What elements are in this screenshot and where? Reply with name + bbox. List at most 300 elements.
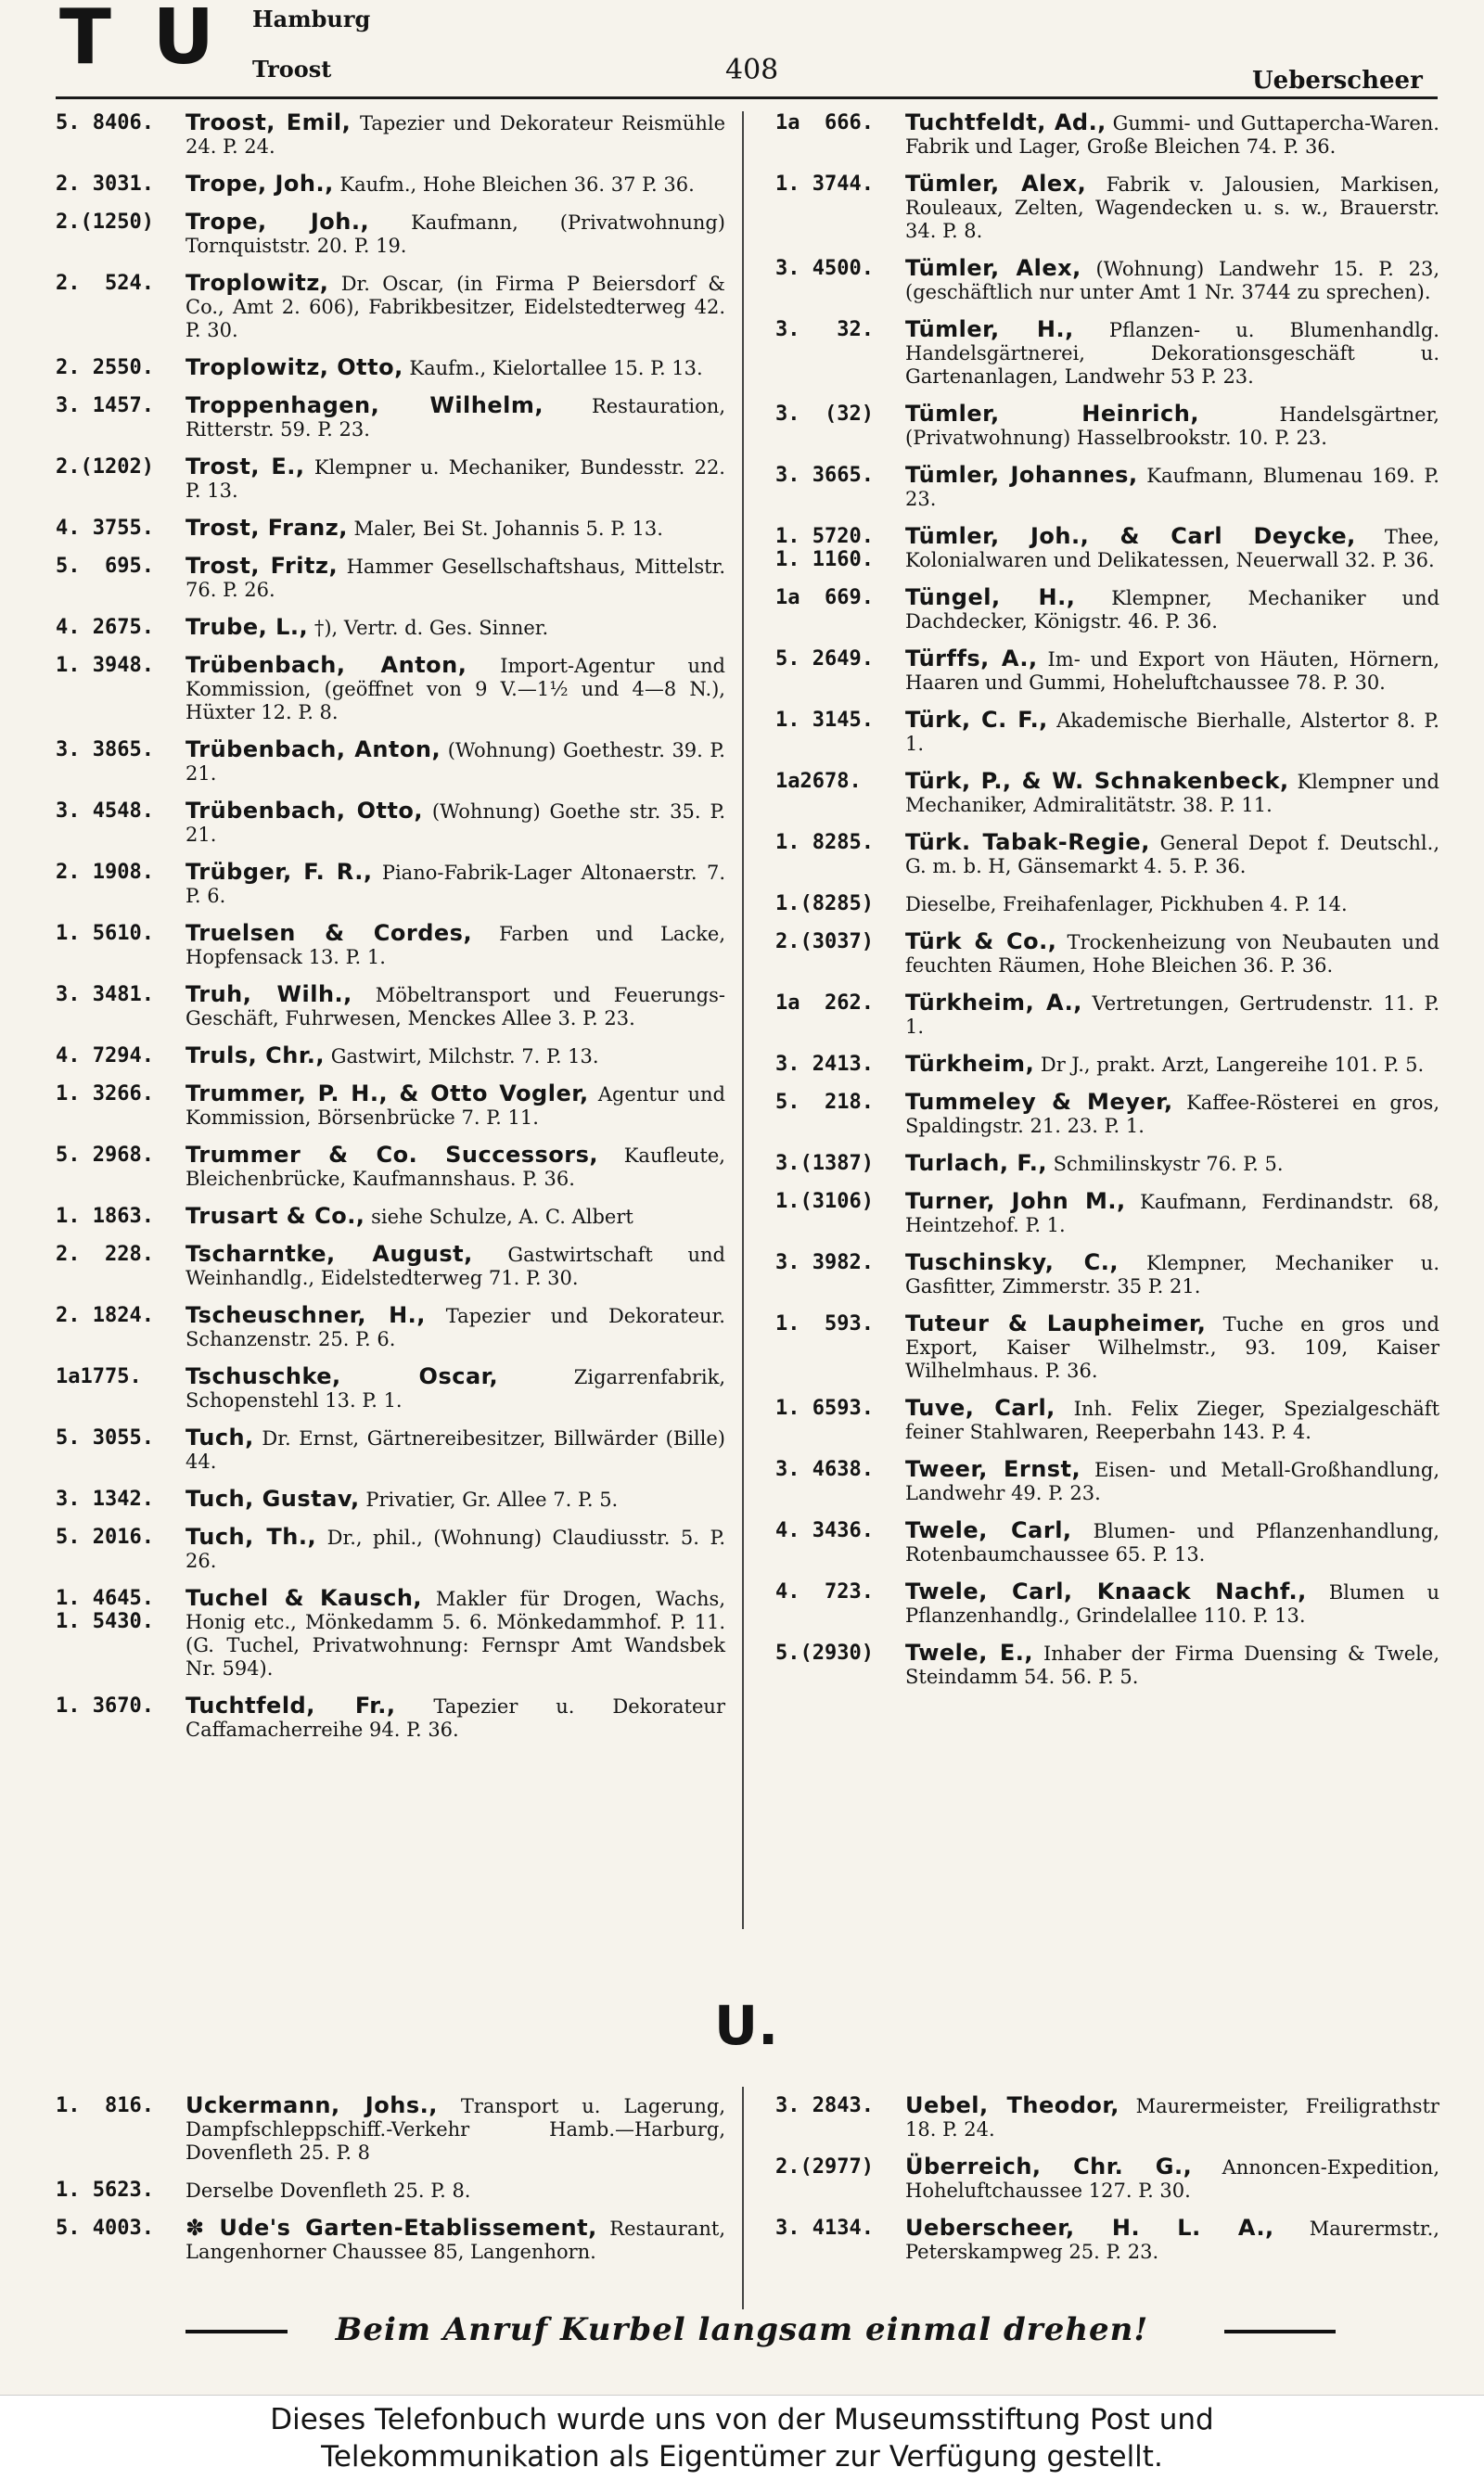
entry-detail: Maurermeister, Freiligrathstr 18. P. 24. <box>905 2095 1439 2141</box>
directory-entry <box>775 111 1439 159</box>
entry-text <box>186 455 725 503</box>
directory-entry <box>56 1082 725 1130</box>
directory-entry <box>775 770 1439 817</box>
entry-detail: Inhaber der Firma Duensing & Twele, Steindamm 54. 56. P. 5. <box>905 1643 1439 1688</box>
entry-name: Tuve, Carl, <box>905 1395 1055 1421</box>
entry-name: Tscharntke, August, <box>186 1241 473 1267</box>
directory-entry <box>775 2155 1439 2203</box>
entry-text <box>905 318 1439 389</box>
directory-entry <box>56 394 725 441</box>
entry-text <box>905 1642 1439 1689</box>
footer-notice <box>0 2304 1484 2359</box>
entry-text <box>186 1304 725 1351</box>
entry-text <box>905 2155 1439 2203</box>
entry-name: Türffs, A., <box>905 646 1038 671</box>
phone-number: 1a 669. <box>775 586 874 609</box>
entry-detail: General Depot f. Deutschl., G. m. b. H, Gänsemarkt 4. 5. P. 36. <box>905 832 1439 877</box>
entry-detail: Maler, Bei St. Johannis 5. P. 13. <box>353 518 663 540</box>
phone-number: 2. 1824. <box>56 1304 154 1327</box>
entry-text <box>186 394 725 441</box>
directory-entry <box>56 1243 725 1290</box>
entry-detail: Kaufm., Hohe Bleichen 36. 37 P. 36. <box>339 173 695 196</box>
u-right-column <box>775 2094 1439 2278</box>
directory-entry <box>775 257 1439 304</box>
entry-text <box>905 991 1439 1039</box>
directory-entry <box>775 173 1439 243</box>
entry-detail: Maurermstr., Peterskampweg 25. P. 23. <box>905 2218 1439 2263</box>
directory-entry <box>56 1205 725 1229</box>
phone-number: 3. 3865. <box>56 738 154 761</box>
directory-entry <box>56 799 725 847</box>
entry-text <box>905 1397 1439 1444</box>
entry-text <box>905 2094 1439 2141</box>
directory-entry <box>56 517 725 541</box>
entry-text <box>905 1312 1439 1383</box>
phone-number: 5. 2968. <box>56 1144 154 1167</box>
entry-text <box>905 1152 1439 1176</box>
directory-entry <box>775 464 1439 511</box>
entry-name: Trube, L., <box>186 614 309 640</box>
footer-bar-left <box>186 2330 288 2333</box>
entry-name: Trübenbach, Otto, <box>186 798 424 824</box>
entry-detail: Blumen u Pflanzenhandlg., Grindelallee 110. P. 13. <box>905 1581 1439 1627</box>
phone-number: 5. 2649. <box>775 647 874 671</box>
phone-number: 1. 5623. <box>56 2179 154 2202</box>
directory-entry <box>775 1312 1439 1383</box>
directory-entry <box>56 1488 725 1512</box>
entry-detail: Kaufmann, Ferdinandstr. 68, Heintzehof. P. 1. <box>905 1191 1439 1236</box>
phone-number: 1. 3744. <box>775 173 874 196</box>
phone-number: 4. 723. <box>775 1580 874 1604</box>
phone-number: 3. 32. <box>775 318 874 341</box>
entry-detail: Gastwirt, Milchstr. 7. P. 13. <box>330 1045 599 1067</box>
phone-number: 2. 3031. <box>56 173 154 196</box>
phone-number: 3. 3665. <box>775 464 874 487</box>
entry-detail: Klempner und Mechaniker, Admiralitätstr. 38. P. 11. <box>905 771 1439 816</box>
phone-number: 3. 4548. <box>56 799 154 823</box>
phone-number: 5.(2930) <box>775 1642 874 1665</box>
entry-text <box>186 1488 725 1512</box>
entry-name: Türkheim, A., <box>905 990 1082 1016</box>
entry-text <box>905 892 1439 916</box>
entry-detail: Trockenheizung von Neubauten und feuchten Räumen, Hohe Bleichen 36. P. 36. <box>905 931 1439 977</box>
entry-name: Trope, Joh., <box>186 171 334 197</box>
phone-number: 1. 593. <box>775 1312 874 1336</box>
entry-text <box>905 464 1439 511</box>
entry-text <box>905 1053 1439 1077</box>
phone-number: 4. 3436. <box>775 1519 874 1542</box>
first-entry-guide: Troost <box>252 56 332 83</box>
entry-detail: Makler für Drogen, Wachs, Honig etc., Mönkedamm 5. 6. Mönkedammhof. P. 11. (G. Tuchel, Privatwohnung: Fernspr Amt Wandsbek Nr. 594). <box>186 1588 725 1680</box>
directory-entry <box>775 2094 1439 2141</box>
entry-text <box>905 1458 1439 1505</box>
header-rule <box>56 96 1438 99</box>
credit-line-2: Telekommunikation als Eigentümer zur Verfügung gestellt. <box>321 2440 1163 2474</box>
entry-detail: Gastwirtschaft und Weinhandlg., Eidelstedterweg 71. P. 30. <box>186 1244 725 1289</box>
entry-text <box>905 709 1439 756</box>
phone-number: 4. 7294. <box>56 1044 154 1067</box>
directory-entry <box>775 892 1439 916</box>
directory-entry <box>775 1251 1439 1298</box>
entry-detail: Blumen- und Pflanzenhandlung, Rotenbaumchaussee 65. P. 13. <box>905 1520 1439 1566</box>
directory-entry <box>775 930 1439 978</box>
entry-name: Trummer, P. H., & Otto Vogler, <box>186 1080 589 1106</box>
entry-text <box>186 1365 725 1413</box>
directory-entry <box>775 1519 1439 1566</box>
entry-detail: Piano-Fabrik-Lager Altonaerstr. 7. P. 6. <box>186 862 726 907</box>
phone-number: 1.(8285) <box>775 892 874 915</box>
directory-entry <box>56 211 725 258</box>
entry-detail: Kaufmann, (Privatwohnung) Tornquiststr. 20. P. 19. <box>186 211 725 257</box>
directory-entry <box>56 2217 725 2264</box>
page-header <box>0 0 1484 102</box>
entry-text <box>186 2094 725 2165</box>
entry-detail: Thee, Kolonialwaren und Delikatessen, Neuerwall 32. P. 36. <box>905 526 1439 571</box>
entry-detail: Kaufleute, Bleichenbrücke, Kaufmannshaus. P. 36. <box>186 1144 725 1190</box>
left-column <box>56 111 725 1756</box>
phone-number: 1a2678. <box>775 770 862 793</box>
entry-name: Tuchtfeldt, Ad., <box>905 109 1107 135</box>
entry-detail: †), Vertr. d. Ges. Sinner. <box>313 617 549 639</box>
entry-detail: Transport u. Lagerung, Dampfschleppschiff.-Verkehr Hamb.—Harburg, Dovenfleth 25. P. 8 <box>186 2095 726 2164</box>
phone-number: 5. 2016. <box>56 1526 154 1549</box>
entry-text <box>186 1144 725 1191</box>
entry-text <box>186 1243 725 1290</box>
phone-number: 3. 2843. <box>775 2094 874 2117</box>
entry-detail: Im- und Export von Häuten, Hörnern, Haaren und Gummi, Hoheluftchaussee 78. P. 30. <box>905 648 1439 694</box>
entry-name: Tuchtfeld, Fr., <box>186 1693 396 1719</box>
entry-text <box>905 173 1439 243</box>
directory-entry <box>56 654 725 724</box>
phone-number: 1. 6593. <box>775 1397 874 1420</box>
right-column <box>775 111 1439 1703</box>
directory-entry <box>56 1144 725 1191</box>
entry-detail: Klempner, Mechaniker und Dachdecker, Königstr. 46. P. 36. <box>905 587 1440 633</box>
entry-text <box>186 111 725 159</box>
entry-name: Trübger, F. R., <box>186 859 373 885</box>
directory-entry <box>56 1304 725 1351</box>
entry-name: Tuchel & Kausch, <box>186 1585 423 1611</box>
entry-detail: siehe Schulze, A. C. Albert <box>371 1206 633 1228</box>
directory-entry <box>775 1053 1439 1077</box>
entry-detail: Restauration, Ritterstr. 59. P. 23. <box>186 395 725 441</box>
entry-name: Troplowitz, Otto, <box>186 354 403 380</box>
phone-number: 1a 666. <box>775 111 874 134</box>
entry-text <box>186 861 725 908</box>
directory-entry <box>56 1694 725 1742</box>
entry-text <box>186 1426 725 1474</box>
entry-detail: Handelsgärtner, (Privatwohnung) Hasselbrookstr. 10. P. 23. <box>905 403 1439 449</box>
entry-text <box>186 2179 725 2203</box>
directory-entry <box>775 1091 1439 1138</box>
entry-name: Trope, Joh., <box>186 209 370 235</box>
entry-name: Tuch, Gustav, <box>186 1486 360 1512</box>
page-number: 408 <box>725 54 779 86</box>
phone-number: 1.(3106) <box>775 1190 874 1213</box>
entry-name: Türkheim, <box>905 1051 1035 1077</box>
directory-entry <box>56 861 725 908</box>
entry-text <box>186 555 725 602</box>
entry-detail: (Wohnung) Goethe str. 35. P. 21. <box>186 800 725 846</box>
directory-entry <box>775 1458 1439 1505</box>
entry-name: Türk, P., & W. Schnakenbeck, <box>905 768 1289 794</box>
entry-name: Tümler, Joh., & Carl Deycke, <box>905 523 1356 549</box>
entry-name: Tweer, Ernst, <box>905 1456 1081 1482</box>
entry-name: Ueberscheer, H. L. A., <box>905 2215 1274 2241</box>
phone-number: 3. 4500. <box>775 257 874 280</box>
phone-number: 2. 1908. <box>56 861 154 884</box>
phone-number: 4. 3755. <box>56 517 154 540</box>
entry-name: Trübenbach, Anton, <box>186 736 441 762</box>
phone-number: 1a1775. <box>56 1365 142 1388</box>
entry-text <box>186 517 725 541</box>
directory-entry <box>775 647 1439 695</box>
phone-number: 3. (32) <box>775 403 874 426</box>
entry-text <box>905 1091 1439 1138</box>
entry-text <box>905 1519 1439 1566</box>
directory-entry <box>775 403 1439 450</box>
entry-name: Tüngel, H., <box>905 584 1076 610</box>
phone-number: 3. 4134. <box>775 2217 874 2240</box>
entry-text <box>186 1694 725 1742</box>
entry-detail: Kaufmann, Blumenau 169. P. 23. <box>905 465 1439 510</box>
entry-detail: Akademische Bierhalle, Alstertor 8. P. 1. <box>905 709 1439 755</box>
phone-number: 2.(1202) <box>56 455 154 479</box>
phone-number: 4. 2675. <box>56 616 154 639</box>
phone-number: 1. 3670. <box>56 1694 154 1718</box>
entry-text <box>905 2217 1439 2264</box>
directory-entry <box>775 1152 1439 1176</box>
entry-name: Überreich, Chr. G., <box>905 2154 1193 2180</box>
entry-name: Truelsen & Cordes, <box>186 920 473 946</box>
phone-number: 3. 3982. <box>775 1251 874 1274</box>
footer-bar-right <box>1224 2330 1336 2333</box>
directory-entry <box>56 983 725 1030</box>
entry-text <box>186 356 725 380</box>
directory-entry <box>56 1587 725 1681</box>
entry-detail: Tuche en gros und Export, Kaiser Wilhelmstr., 93. 109, Kaiser Wilhelmhaus. P. 36. <box>905 1313 1439 1382</box>
entry-name: Trost, Fritz, <box>186 553 339 579</box>
entry-detail: Tapezier und Dekorateur. Schanzenstr. 25. P. 6. <box>186 1305 725 1350</box>
directory-entry <box>775 586 1439 633</box>
last-entry-guide: Ueberscheer <box>1252 67 1423 95</box>
entry-detail: Dieselbe, Freihafenlager, Pickhuben 4. P. 14. <box>905 893 1348 915</box>
entry-text <box>186 1082 725 1130</box>
entry-detail: Tapezier und Dekorateur Reismühle 24. P. 24. <box>186 112 725 158</box>
directory-entry <box>775 1190 1439 1237</box>
entry-detail: Dr J., prakt. Arzt, Langereihe 101. P. 5. <box>1040 1054 1425 1076</box>
phone-number: 5. 3055. <box>56 1426 154 1450</box>
directory-entry <box>775 831 1439 878</box>
entry-name: Troplowitz, <box>186 270 329 296</box>
phone-number: 1a 262. <box>775 991 874 1015</box>
phone-number: 3.(1387) <box>775 1152 874 1175</box>
entry-name: Tummeley & Meyer, <box>905 1089 1173 1115</box>
entry-text <box>186 983 725 1030</box>
entry-text <box>186 738 725 786</box>
entry-detail: Annoncen-Expedition, Hoheluftchaussee 127. P. 30. <box>905 2156 1439 2202</box>
column-divider <box>742 111 744 1929</box>
city-name: Hamburg <box>252 6 371 32</box>
directory-entry <box>56 455 725 503</box>
entry-name: Türk. Tabak-Regie, <box>905 829 1150 855</box>
phone-number: 5. 218. <box>775 1091 874 1114</box>
phone-number: 1. 3266. <box>56 1082 154 1106</box>
entry-text <box>905 1251 1439 1298</box>
entry-name: Twele, E., <box>905 1640 1034 1666</box>
phone-number: 2.(1250) <box>56 211 154 234</box>
directory-entry <box>775 2217 1439 2264</box>
entry-detail: Pflanzen- u. Blumenhandlg. Handelsgärtnerei, Dekorationsgeschäft u. Gartenanlagen, Landwehr 53 P. 23. <box>905 319 1439 388</box>
entry-name: Türk & Co., <box>905 928 1057 954</box>
entry-text <box>905 525 1439 572</box>
phone-number: 2.(3037) <box>775 930 874 953</box>
phone-number: 1. 8285. <box>775 831 874 854</box>
entry-text <box>905 1190 1439 1237</box>
entry-detail: Möbeltransport und Feuerungs-Geschäft, Fuhrwesen, Menckes Allee 3. P. 23. <box>186 984 725 1029</box>
entry-name: Tuteur & Laupheimer, <box>905 1310 1207 1336</box>
entry-text <box>905 403 1439 450</box>
phone-number: 3. 1342. <box>56 1488 154 1511</box>
entry-text <box>905 831 1439 878</box>
directory-entry <box>56 738 725 786</box>
phone-number: 1. 3948. <box>56 654 154 677</box>
phone-number: 1. 816. <box>56 2094 154 2117</box>
entry-name: Tuch, Th., <box>186 1524 317 1550</box>
phone-number: 5. 695. <box>56 555 154 578</box>
phone-number: 1. 5720. 1. 1160. <box>775 525 874 571</box>
entry-detail: Inh. Felix Zieger, Spezialgeschäft feiner Stahlwaren, Reeperbahn 143. P. 4. <box>905 1398 1440 1443</box>
phone-number: 3. 4638. <box>775 1458 874 1481</box>
entry-name: Tümler, H., <box>905 316 1074 342</box>
entry-name: Tscheuschner, H., <box>186 1302 426 1328</box>
entry-detail: Import-Agentur und Kommission, (geöffnet von 9 V.—1½ und 4—8 N.), Hüxter 12. P. 8. <box>186 655 725 723</box>
phone-number: 1. 5610. <box>56 922 154 945</box>
directory-entry <box>775 1642 1439 1689</box>
entry-detail: Eisen- und Metall-Großhandlung, Landwehr 49. P. 23. <box>905 1459 1439 1504</box>
entry-name: ✽ Ude's Garten-Etablissement, <box>186 2215 597 2241</box>
section-heading-u: U. <box>714 1994 779 2057</box>
entry-name: Twele, Carl, Knaack Nachf., <box>905 1579 1307 1604</box>
footer-notice-text: Beim Anruf Kurbel langsam einmal drehen! <box>335 2311 1149 2348</box>
entry-text <box>186 1587 725 1681</box>
entry-name: Truls, Chr., <box>186 1042 325 1068</box>
phone-number: 3. 2413. <box>775 1053 874 1076</box>
entry-text <box>905 257 1439 304</box>
entry-text <box>905 1580 1439 1628</box>
entry-detail: Tapezier u. Dekorateur Caffamacherreihe 94. P. 36. <box>186 1695 725 1741</box>
entry-text <box>905 930 1439 978</box>
directory-entry <box>56 555 725 602</box>
entry-text <box>186 211 725 258</box>
entry-detail: Agentur und Kommission, Börsenbrücke 7. P. 11. <box>186 1083 725 1129</box>
entry-name: Troost, Emil, <box>186 109 352 135</box>
entry-name: Trübenbach, Anton, <box>186 652 467 678</box>
entry-text <box>905 770 1439 817</box>
entry-name: Trost, Franz, <box>186 515 348 541</box>
entry-detail: Privatier, Gr. Allee 7. P. 5. <box>365 1489 619 1511</box>
entry-text <box>905 111 1439 159</box>
entry-text <box>186 173 725 197</box>
entry-detail: Restaurant, Langenhorner Chaussee 85, Langenhorn. <box>186 2218 725 2263</box>
phone-number: 5. 8406. <box>56 111 154 134</box>
u-left-column <box>56 2094 725 2278</box>
phone-number: 2. 2550. <box>56 356 154 379</box>
directory-entry <box>775 1397 1439 1444</box>
entry-name: Trummer & Co. Successors, <box>186 1142 599 1168</box>
entry-detail: Klempner u. Mechaniker, Bundesstr. 22. P. 13. <box>186 456 725 502</box>
entry-text <box>186 1044 725 1068</box>
entry-name: Truh, Wilh., <box>186 981 352 1007</box>
entry-detail: Kaufm., Kielortallee 15. P. 13. <box>409 357 703 379</box>
entry-detail: (Wohnung) Goethestr. 39. P. 21. <box>186 739 725 785</box>
entry-text <box>186 1526 725 1573</box>
phone-number: 3. 3481. <box>56 983 154 1006</box>
directory-entry <box>56 1426 725 1474</box>
phone-number: 1. 1863. <box>56 1205 154 1228</box>
phone-number: 2.(2977) <box>775 2155 874 2179</box>
directory-entry <box>56 272 725 342</box>
directory-entry <box>56 922 725 969</box>
entry-name: Tümler, Alex, <box>905 171 1087 197</box>
entry-name: Uebel, Theodor, <box>905 2092 1119 2118</box>
entry-text <box>186 654 725 724</box>
entry-name: Tschuschke, Oscar, <box>186 1363 499 1389</box>
entry-detail: Gummi- und Guttapercha-Waren. Fabrik und Lager, Große Bleichen 74. P. 36. <box>905 112 1439 158</box>
entry-detail: Dr. Ernst, Gärtnereibesitzer, Billwärder (Bille) 44. <box>186 1427 725 1473</box>
entry-name: Turlach, F., <box>905 1150 1047 1176</box>
entry-name: Twele, Carl, <box>905 1517 1072 1543</box>
entry-name: Trost, E., <box>186 454 305 479</box>
entry-text <box>186 1205 725 1229</box>
phone-number: 2. 228. <box>56 1243 154 1266</box>
directory-entry <box>56 1365 725 1413</box>
column-divider-u <box>742 2087 744 2309</box>
directory-entry <box>775 1580 1439 1628</box>
entry-name: Uckermann, Johs., <box>186 2092 438 2118</box>
directory-entry <box>56 173 725 197</box>
entry-detail: (Wohnung) Landwehr 15. P. 23, (geschäftlich nur unter Amt 1 Nr. 3744 zu sprechen). <box>905 258 1439 303</box>
entry-text <box>905 647 1439 695</box>
entry-detail: Derselbe Dovenfleth 25. P. 8. <box>186 2180 471 2202</box>
phone-number: 1. 3145. <box>775 709 874 732</box>
entry-text <box>186 2217 725 2264</box>
entry-detail: Dr., phil., (Wohnung) Claudiusstr. 5. P. 26. <box>186 1527 725 1572</box>
entry-text <box>186 272 725 342</box>
entry-text <box>905 586 1439 633</box>
entry-text <box>186 922 725 969</box>
entry-detail: Klempner, Mechaniker u. Gasfitter, Zimmerstr. 35 P. 21. <box>905 1252 1439 1298</box>
entry-detail: Vertretungen, Gertrudenstr. 11. P. 1. <box>905 992 1440 1038</box>
entry-name: Tümler, Heinrich, <box>905 401 1199 427</box>
section-letters: T U <box>59 0 223 82</box>
entry-name: Troppenhagen, Wilhelm, <box>186 392 544 418</box>
directory-entry <box>775 709 1439 756</box>
directory-entry <box>56 2179 725 2203</box>
entry-name: Tuschinsky, C., <box>905 1249 1119 1275</box>
phone-number: 1. 4645. 1. 5430. <box>56 1587 154 1633</box>
entry-detail: Fabrik v. Jalousien, Markisen, Rouleaux, Zelten, Wagendecken u. s. w., Brauerstr. 34. P. 8. <box>905 173 1440 242</box>
entry-name: Türk, C. F., <box>905 707 1048 733</box>
directory-entry <box>56 2094 725 2165</box>
entry-detail: Zigarrenfabrik, Schopenstehl 13. P. 1. <box>186 1366 725 1412</box>
directory-entry <box>775 525 1439 572</box>
entry-detail: Hammer Gesellschaftshaus, Mittelstr. 76. P. 26. <box>186 556 725 601</box>
entry-text <box>186 799 725 847</box>
entry-detail: Schmilinskystr 76. P. 5. <box>1053 1153 1284 1175</box>
directory-entry <box>775 991 1439 1039</box>
entry-name: Tümler, Johannes, <box>905 462 1138 488</box>
